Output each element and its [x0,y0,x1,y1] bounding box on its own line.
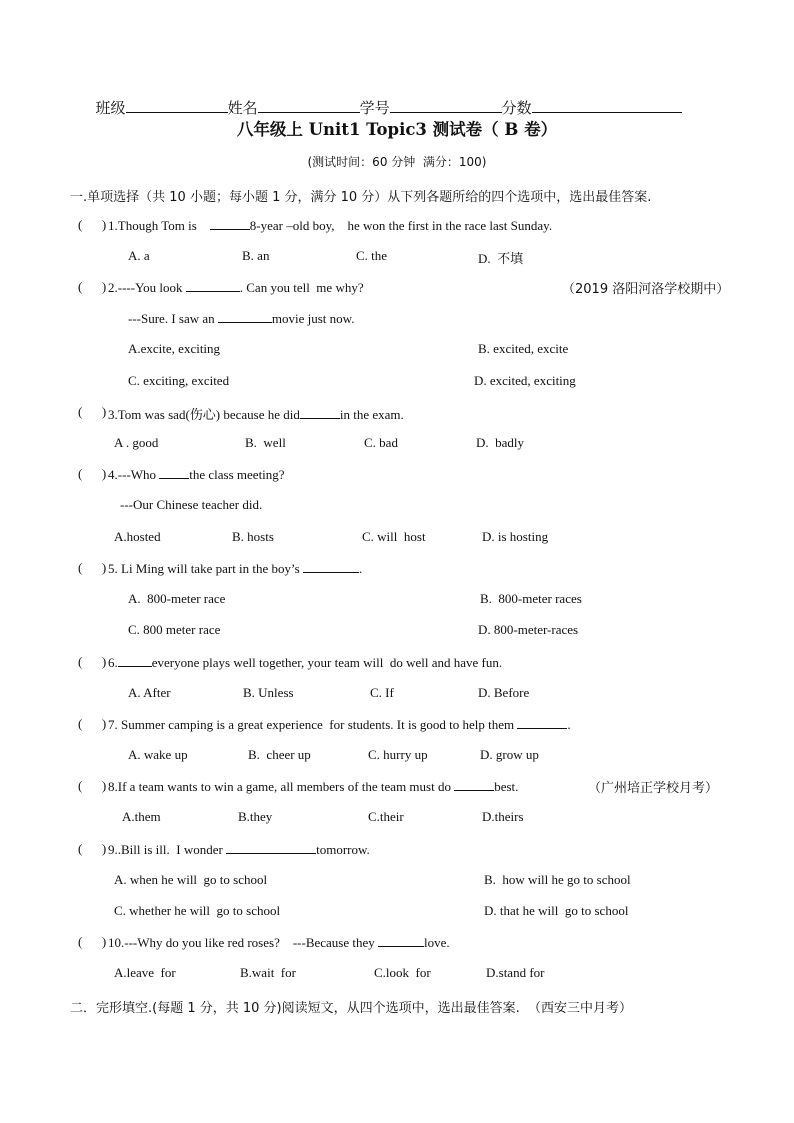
option: D. Before [478,685,530,700]
option: D. grow up [480,747,539,762]
class-label: 班级 [95,99,126,117]
question-10: 10.---Why do you like red roses? ---Because they love. [108,935,450,950]
answer-paren: ( ) [78,841,107,856]
answer-paren: ( ) [78,217,107,232]
option: A. 800-meter race [128,591,226,606]
id-blank [390,96,502,113]
page-subtitle: (测试时间：60 分钟 满分：100) [307,155,487,169]
option: B. how will he go to school [484,872,631,887]
blank-line [300,406,340,419]
answer-paren: ( ) [78,778,107,793]
question-5: 5. Li Ming will take part in the boy’s . [108,561,363,576]
blank-line [118,654,152,667]
option: B. Unless [243,685,294,700]
name-label: 姓名 [227,99,258,117]
option: A. After [128,685,171,700]
option: B. an [242,248,270,263]
section2-heading: 二．完形填空.(每题 1 分，共 10 分)阅读短文，从四个选项中，选出最佳答案. （西安三中月考） [70,1001,633,1016]
option: C. will host [362,529,426,544]
option: A. when he will go to school [114,872,268,887]
option: B. hosts [232,529,274,544]
option: D. that he will go to school [484,903,629,918]
option: C. the [356,248,388,263]
student-info-header [86,78,682,118]
option: D. excited, exciting [474,373,576,388]
blank-line [218,310,272,323]
option: A.them [122,809,161,824]
answer-paren: ( ) [78,934,107,949]
blank-line [210,217,250,230]
question-2: 2.----You look . Can you tell me why? [108,280,364,295]
answer-paren: ( ) [78,716,107,731]
source-note: （广州培正学校月考） [588,781,719,796]
question-1: 1.Though Tom is 8-year –old boy, he won the first in the race last Sunday. [108,218,553,233]
question-2-line2: ---Sure. I saw an movie just now. [128,311,355,326]
option: D.theirs [482,809,524,824]
class-blank [126,96,228,113]
question-3: 3.Tom was sad(伤心) because he did in the exam. [108,407,404,422]
option: B. 800-meter races [480,591,582,606]
question-4-line2: ---Our Chinese teacher did. [120,497,263,512]
question-6: 6. everyone plays well together, your team will do well and have fun. [108,655,503,670]
question-7: 7. Summer camping is a great experience for students. It is good to help them . [108,717,571,732]
option: C. 800 meter race [128,622,221,637]
option: D. is hosting [482,529,549,544]
option: A. a [128,248,150,263]
option: A.excite, exciting [128,341,221,356]
blank-line [454,778,494,791]
option: B. cheer up [248,747,311,762]
option: C. exciting, excited [128,373,230,388]
question-8: 8.If a team wants to win a game, all members of the team must do best. [108,779,519,794]
answer-paren: ( ) [78,279,107,294]
name-blank [258,96,360,113]
blank-line [159,466,189,479]
option: C.their [368,809,404,824]
blank-line [517,716,567,729]
option: A.hosted [114,529,161,544]
option: C.look for [374,965,431,980]
blank-line [303,560,359,573]
blank-line [226,841,316,854]
option: C. hurry up [368,747,428,762]
option: C. bad [364,435,398,450]
option: A. wake up [128,747,188,762]
option: A.leave for [114,965,176,980]
section1-heading: 一.单项选择（共 10 小题；每小题 1 分，满分 10 分）从下列各题所给的四个选项中，选出最佳答案. [70,190,652,205]
blank-line [186,279,240,292]
option: B. well [245,435,286,450]
answer-paren: ( ) [78,560,107,575]
answer-paren: ( ) [78,466,107,481]
question-9: 9..Bill is ill. I wonder tomorrow. [108,842,370,857]
score-label: 分数 [501,99,532,117]
page-title: 八年级上 Unit1 Topic3 测试卷（ B 卷） [236,120,558,139]
option: D. 800-meter-races [478,622,579,637]
option: D. badly [476,435,525,450]
option: B.wait for [240,965,296,980]
answer-paren: ( ) [78,404,107,419]
option: C. whether he will go to school [114,903,281,918]
id-label: 学号 [359,99,390,117]
option: D. 不填 [478,251,524,266]
source-note: （2019 洛阳河洛学校期中） [562,282,730,297]
source-note: （西安三中月考） [528,1001,633,1016]
score-blank [532,96,682,113]
question-4: 4.---Who the class meeting? [108,467,285,482]
answer-paren: ( ) [78,654,107,669]
option: B. excited, excite [478,341,569,356]
option: D.stand for [486,965,545,980]
blank-line [378,934,424,947]
option: B.they [238,809,273,824]
option: A . good [114,435,159,450]
option: C. If [370,685,394,700]
